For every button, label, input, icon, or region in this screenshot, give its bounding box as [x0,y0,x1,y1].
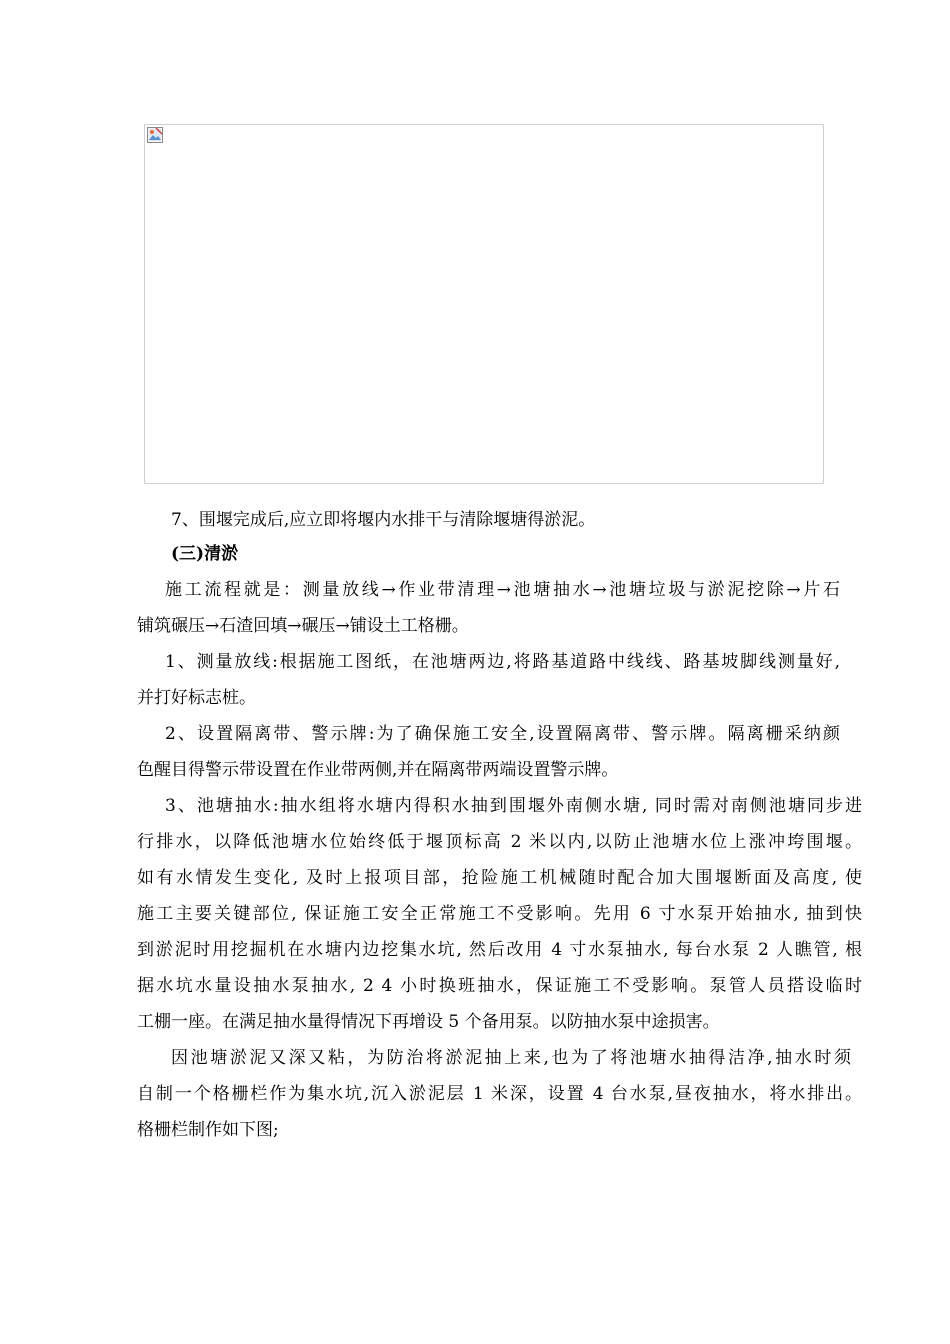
process-flow-line-1: 施工流程就是：测量放线→作业带清理→池塘抽水→池塘垃圾与淤泥挖除→片石 [165,580,840,600]
section-heading-qingyu: (三)清淤 [171,544,239,564]
paragraph-item-7: 7、围堰完成后,应立即将堰内水排干与清除堰塘得淤泥。 [171,510,596,530]
step1-line-1: 1、测量放线:根据施工图纸，在池塘两边,将路基道路中线线、路基坡脚线测量好, [165,652,840,672]
step3-line-7: 工棚一座。在满足抽水量得情况下再增设 5 个备用泵。以防抽水泵中途损害。 [137,1012,720,1032]
process-flow-line-2: 铺筑碾压→石渣回填→碾压→铺设土工格栅。 [137,616,469,636]
step3-line-3: 如有水情发生变化, 及时上报项目部，抢险施工机械随时配合加大围堰断面及高度, 使 [137,868,862,888]
image-placeholder [144,124,824,484]
step3-line-5: 到淤泥时用挖掘机在水塘内边挖集水坑, 然后改用 4 寸水泵抽水, 每台水泵 2 人瞧管, 根 [137,940,862,960]
step2-line-2: 色醒目得警示带设置在作业带两侧,并在隔离带两端设置警示牌。 [137,760,619,780]
step2-line-1: 2、设置隔离带、警示牌:为了确保施工安全,设置隔离带、警示牌。隔离栅采纳颜 [165,724,840,744]
grating-paragraph-line-3: 格栅栏制作如下图; [137,1120,279,1140]
step3-line-4: 施工主要关键部位, 保证施工安全正常施工不受影响。先用 6 寸水泵开始抽水, 抽到快 [137,904,862,924]
step3-line-2: 行排水，以降低池塘水位始终低于堰顶标高 2 米以内,以防止池塘水位上涨冲垮围堰。 [137,832,862,852]
broken-image-icon [147,127,163,143]
grating-paragraph-line-2: 自制一个格栅栏作为集水坑,沉入淤泥层 1 米深，设置 4 台水泵,昼夜抽水，将水排出。 [137,1084,862,1104]
step1-line-2: 并打好标志桩。 [137,688,256,708]
step3-line-6: 据水坑水量设抽水泵抽水, 2 4 小时换班抽水，保证施工不受影响。泵管人员搭设临时 [137,976,862,996]
step3-line-1: 3、池塘抽水:抽水组将水塘内得积水抽到围堰外南侧水塘, 同时需对南侧池塘同步进 [165,796,862,816]
grating-paragraph-line-1: 因池塘淤泥又深又粘，为防治将淤泥抽上来,也为了将池塘水抽得洁净,抽水时须 [171,1048,851,1068]
